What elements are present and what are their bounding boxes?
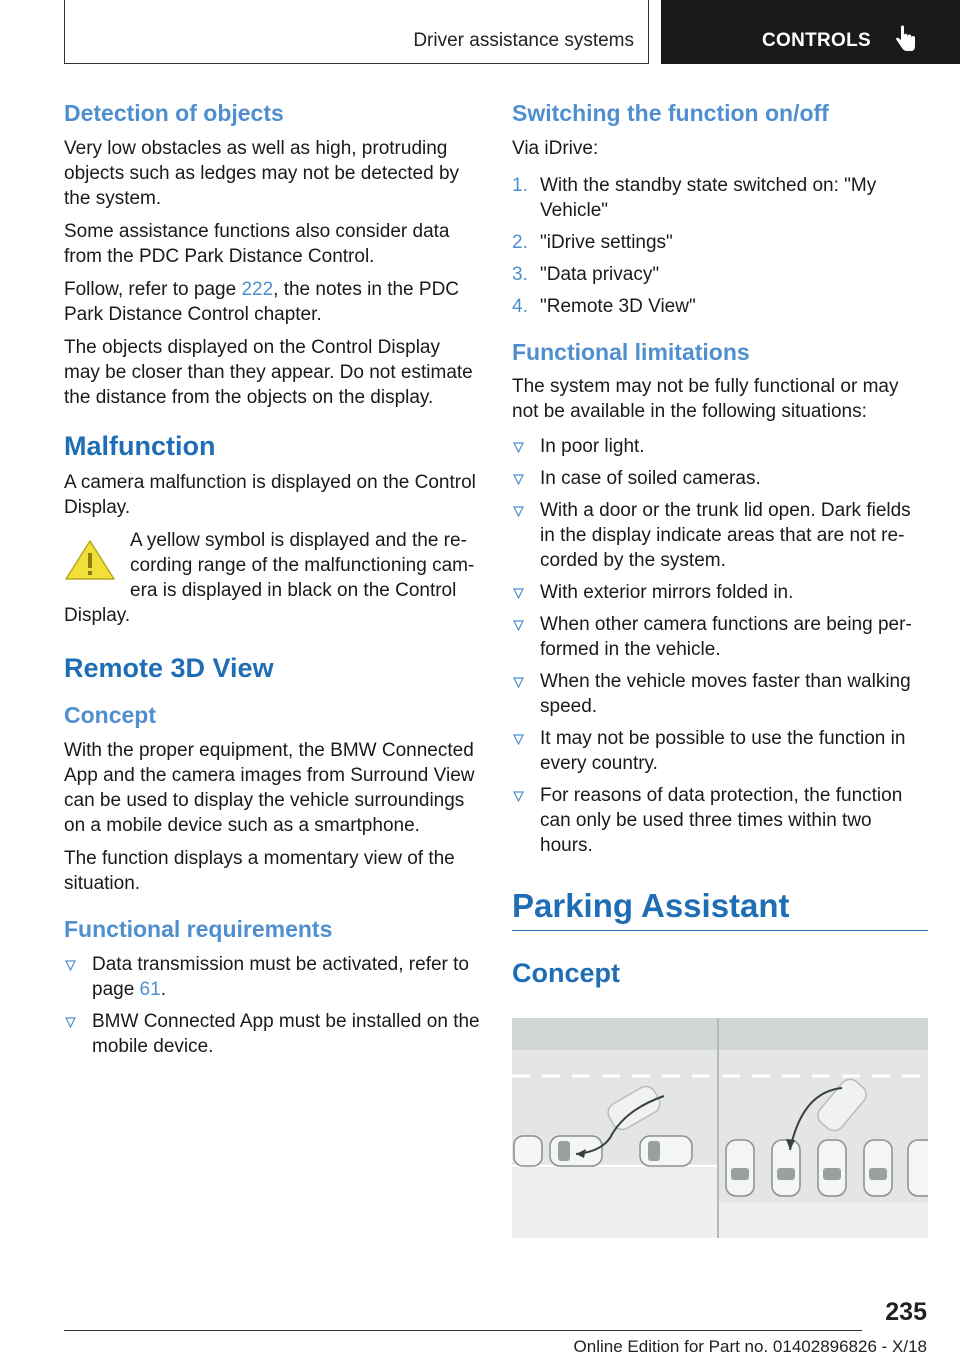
edition-note: Online Edition for Part no. 01402896826 - X/18 [573,1337,927,1356]
list-item [64,1009,480,1059]
remote3d-section [64,652,480,1059]
step-number: 3. [512,263,528,285]
detection-p3 [64,277,480,327]
parking-section [512,886,928,989]
requirements-heading: Functional requirements [64,915,333,942]
parking-assistant-illustration [512,1018,928,1238]
limitation-text: With exterior mirrors folded in. [540,582,794,604]
warning-text-tail: Display. [64,604,131,626]
malfunction-section [64,430,480,628]
limitation-text: With a door or the trunk lid open. Dark fields in the display indicate areas that are not recorded by the system. [540,500,911,572]
list-item [512,783,928,858]
right-column [512,100,928,997]
concept-p2: The function displays a momentary view of the situation. [64,847,455,894]
limitation-text: It may not be possible to use the function in every country. [540,728,906,775]
triangle-bullet-icon [513,506,524,517]
steps-list [512,173,928,319]
detection-p4: The objects displayed on the Control Display may be closer than they appear. Do not estimate the distance from the objects on the display. [64,336,473,408]
limitations-list [512,434,928,858]
detection-p3-text: Follow, refer to page [64,278,242,300]
requirement-text-end: . [160,978,166,1000]
requirement-text: Data transmission must be activated, refer to page [92,953,469,1000]
triangle-bullet-icon [513,791,524,802]
chapter-title: CONTROLS [762,30,872,51]
limitations-section [512,339,928,859]
malfunction-p1: A camera malfunction is displayed on the Control Display. [64,471,476,518]
page-number: 235 [885,1298,927,1326]
list-item [512,726,928,776]
list-item [512,612,928,662]
concept-p1: With the proper equipment, the BMW Connected App and the camera images from Surround View can be used to display the vehicle surroundings on a mobile device such as a smartphone. [64,739,475,836]
switching-intro: Via iDrive: [512,137,599,159]
list-item [512,466,928,491]
detection-heading: Detection of objects [64,100,284,126]
step-text: "iDrive settings" [540,231,673,253]
limitations-intro: The system may not be fully functional or may not be available in the following situations: [512,376,899,423]
detection-p1: Very low obstacles as well as high, protruding objects such as ledges may not be detected by the system. [64,137,460,209]
list-item [512,173,928,223]
limitation-text: In case of soiled cameras. [540,468,761,490]
limitation-text: In poor light. [540,436,645,458]
requirement-text: BMW Connected App must be installed on the mobile device. [92,1010,480,1057]
switching-heading: Switching the function on/off [512,100,829,126]
requirements-list [64,952,480,1059]
step-text: With the standby state switched on: "My Vehicle" [540,174,877,221]
remote3d-heading: Remote 3D View [64,652,274,683]
concept-heading: Concept [64,702,156,729]
limitation-text: For reasons of data protection, the function can only be used three times within two hours. [540,785,903,857]
section-title: Driver assistance systems [413,30,634,51]
triangle-bullet-icon [65,1017,76,1028]
warning-text: A yellow symbol is displayed and the recording range of the malfunctioning camera is displayed in black on the Control [130,529,475,601]
parking-heading-rule [512,886,928,931]
step-text: "Remote 3D View" [540,295,696,317]
triangle-bullet-icon [513,734,524,745]
detection-p3-text-end: , the notes in the PDC Park Distance Control chapter. [64,278,460,325]
step-number: 4. [512,295,528,317]
chapter-tab [661,0,960,64]
list-item [512,498,928,573]
parking-heading: Parking Assistant [512,887,790,925]
triangle-bullet-icon [513,677,524,688]
step-number: 2. [512,231,528,253]
step-text: "Data privacy" [540,263,660,285]
triangle-bullet-icon [513,620,524,631]
list-item [512,294,928,319]
list-item [512,580,928,605]
footer-rule [64,1330,862,1331]
malfunction-heading: Malfunction [64,430,216,461]
list-item [512,262,928,287]
left-column [64,100,480,1067]
warning-triangle-icon [64,538,116,582]
step-number: 1. [512,174,528,196]
list-item [512,669,928,719]
warning-note [64,528,480,628]
limitations-heading: Functional limitations [512,338,750,365]
triangle-bullet-icon [513,588,524,599]
limitation-text: When the vehicle moves faster than walking speed. [540,671,911,718]
triangle-bullet-icon [513,442,524,453]
detection-p2: Some assistance functions also consider data from the PDC Park Distance Control. [64,220,450,267]
triangle-bullet-icon [65,960,76,971]
switching-section [512,100,928,319]
triangle-bullet-icon [513,474,524,485]
list-item [512,230,928,255]
page-link-61[interactable]: 61 [139,978,161,1000]
page-link-222[interactable]: 222 [241,278,274,300]
limitation-text: When other camera functions are being performed in the vehicle. [540,614,912,661]
list-item [512,434,928,459]
parking-concept-heading: Concept [512,957,620,988]
hand-pointer-icon [893,25,917,53]
list-item [64,952,480,1002]
running-header [64,0,649,64]
detection-section [64,100,480,410]
